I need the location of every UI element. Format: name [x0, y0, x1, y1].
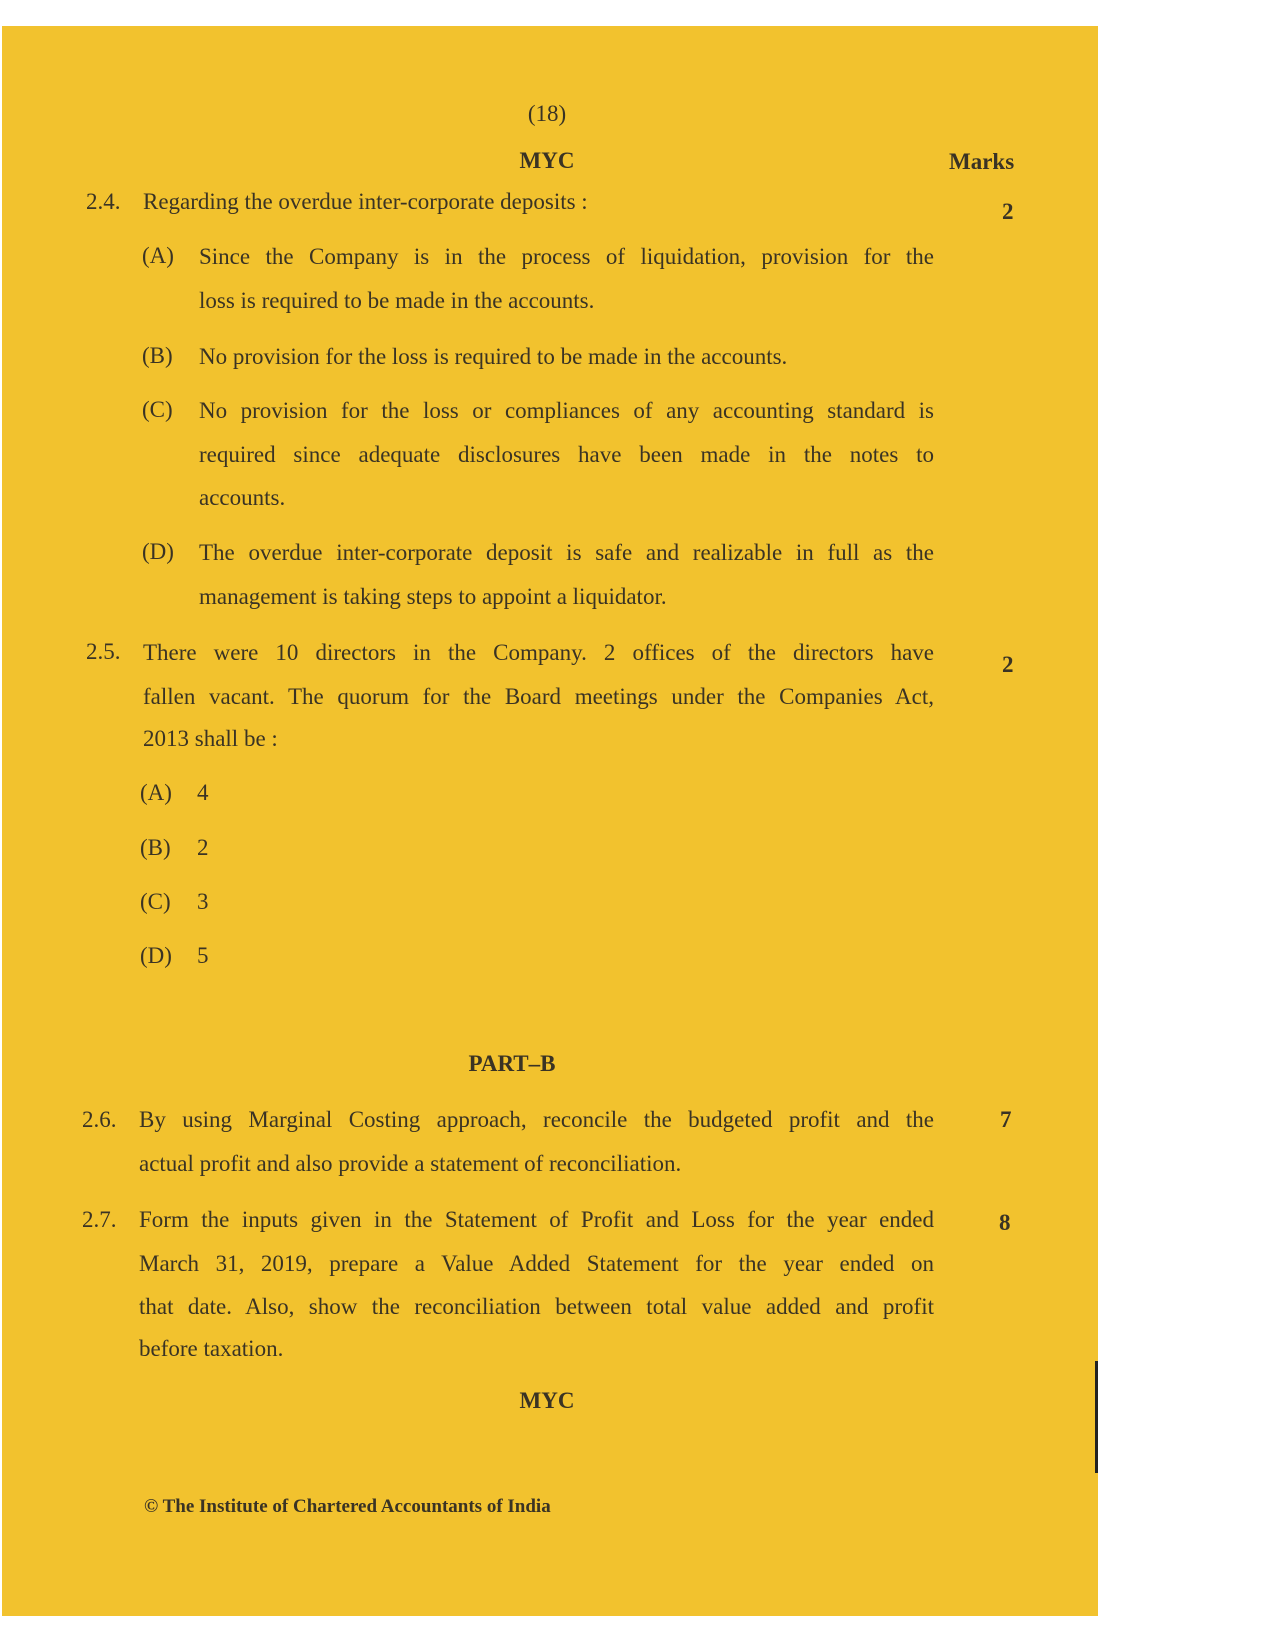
- option-text: loss is required to be made in the accounts.: [199, 288, 595, 313]
- question-number: 2.5.: [86, 639, 121, 664]
- option-value: 4: [197, 780, 209, 805]
- option-text: Since the Company is in the process of liquidation, provision for the: [199, 244, 934, 269]
- exam-page: [2, 26, 1098, 1616]
- part-b-heading: PART–B: [468, 1051, 556, 1076]
- question-text: actual profit and also provide a statement of reconciliation.: [139, 1151, 682, 1176]
- header-code: MYC: [519, 148, 575, 173]
- question-text: before taxation.: [139, 1336, 284, 1361]
- option-text: management is taking steps to appoint a liquidator.: [199, 584, 667, 609]
- question-text: March 31, 2019, prepare a Value Added Statement for the year ended on: [139, 1251, 934, 1276]
- question-number: 2.6.: [82, 1107, 117, 1132]
- question-text: fallen vacant. The quorum for the Board meetings under the Companies Act,: [143, 684, 934, 709]
- option-label: (C): [142, 397, 173, 422]
- option-label: (A): [142, 243, 174, 268]
- question-text: that date. Also, show the reconciliation between total value added and profit: [139, 1294, 934, 1319]
- option-text: required since adequate disclosures have been made in the notes to: [199, 442, 934, 467]
- question-marks: 2: [1002, 652, 1014, 677]
- option-value: 3: [197, 889, 209, 914]
- copyright-notice: © The Institute of Chartered Accountants of India: [144, 1496, 551, 1517]
- option-text: No provision for the loss is required to be made in the accounts.: [199, 344, 788, 369]
- option-text: No provision for the loss or compliances of any accounting standard is: [199, 398, 934, 423]
- option-text: accounts.: [199, 485, 286, 510]
- marks-label: Marks: [949, 149, 1015, 174]
- question-marks: 2: [1002, 199, 1014, 224]
- question-text: There were 10 directors in the Company. 2 offices of the directors have: [143, 640, 934, 665]
- page-number: (18): [527, 101, 567, 126]
- question-text: Regarding the overdue inter-corporate deposits :: [143, 189, 588, 214]
- option-label: (C): [140, 889, 171, 914]
- footer-code: MYC: [519, 1388, 575, 1413]
- question-text: By using Marginal Costing approach, reconcile the budgeted profit and the: [139, 1107, 934, 1132]
- option-label: (D): [142, 539, 174, 564]
- question-number: 2.7.: [82, 1207, 117, 1232]
- scan-mark-line: [1095, 1361, 1098, 1473]
- option-value: 5: [197, 943, 209, 968]
- question-text: 2013 shall be :: [143, 726, 278, 751]
- option-value: 2: [197, 835, 209, 860]
- question-marks: 8: [999, 1210, 1011, 1235]
- option-label: (A): [140, 780, 172, 805]
- question-text: Form the inputs given in the Statement of Profit and Loss for the year ended: [139, 1207, 934, 1232]
- option-label: (B): [142, 343, 173, 368]
- option-text: The overdue inter-corporate deposit is safe and realizable in full as the: [199, 540, 934, 565]
- option-label: (D): [140, 943, 172, 968]
- option-label: (B): [140, 835, 171, 860]
- question-number: 2.4.: [86, 189, 121, 214]
- question-marks: 7: [1000, 1107, 1012, 1132]
